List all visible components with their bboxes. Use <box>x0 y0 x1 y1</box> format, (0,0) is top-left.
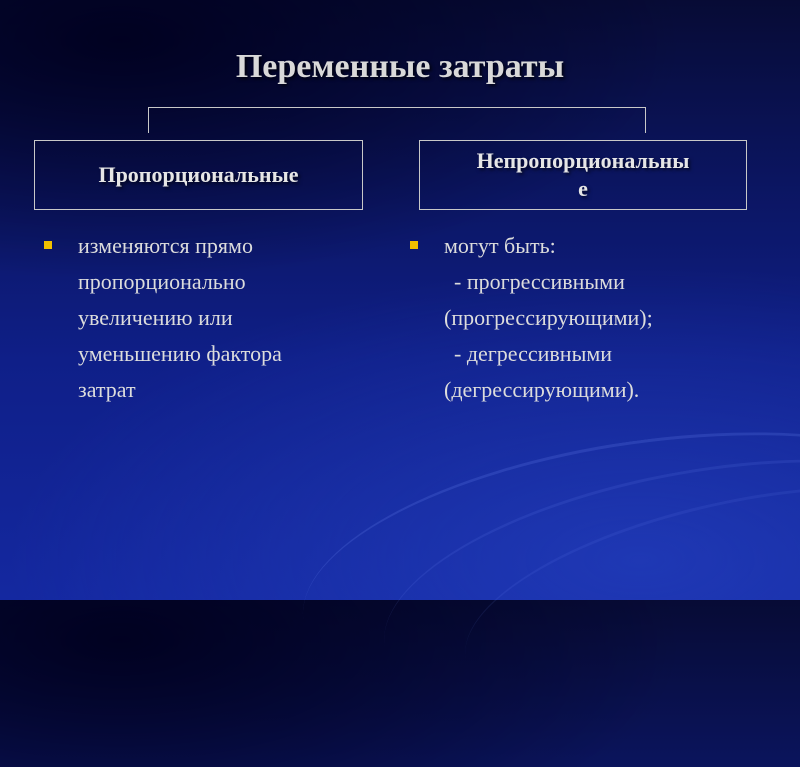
bullet-square-icon <box>410 241 418 249</box>
nonproportional-description <box>410 228 780 408</box>
bullet-text-line: могут быть: <box>444 233 556 258</box>
bullet-text-line: уменьшению фактора <box>78 341 282 366</box>
category-box-nonproportional <box>419 140 747 210</box>
background-wave <box>285 393 800 751</box>
sub-item-text: - прогрессивными <box>454 269 625 294</box>
connector-horizontal-line <box>148 107 646 108</box>
background-wave <box>364 416 800 766</box>
proportional-description <box>44 228 374 408</box>
sub-item-degressive <box>410 336 780 408</box>
bullet-text-line: затрат <box>78 377 136 402</box>
bullet-text-line: изменяются прямо <box>78 233 253 258</box>
category-box-proportional <box>34 140 363 210</box>
category-label-line: Непропорциональны <box>476 148 690 173</box>
bullet-item <box>44 228 374 408</box>
bullet-text-line: пропорционально <box>78 269 246 294</box>
bullet-square-icon <box>44 241 52 249</box>
category-label-line: е <box>578 176 588 201</box>
connector-right-line <box>645 107 646 133</box>
bullet-item <box>410 228 780 264</box>
slide-title: Переменные затраты <box>235 48 565 85</box>
sub-item-text: (дегрессирующими). <box>444 377 640 402</box>
sub-item-progressive <box>410 264 780 336</box>
category-label-nonproportional <box>477 147 690 203</box>
bullet-text-line: увеличению или <box>78 305 233 330</box>
connector-left-line <box>148 107 149 133</box>
sub-item-text: - дегрессивными <box>454 341 613 366</box>
category-label-proportional: Пропорциональные <box>98 162 299 187</box>
sub-item-text: (прогрессирующими); <box>444 305 653 330</box>
background-wave <box>445 444 800 759</box>
